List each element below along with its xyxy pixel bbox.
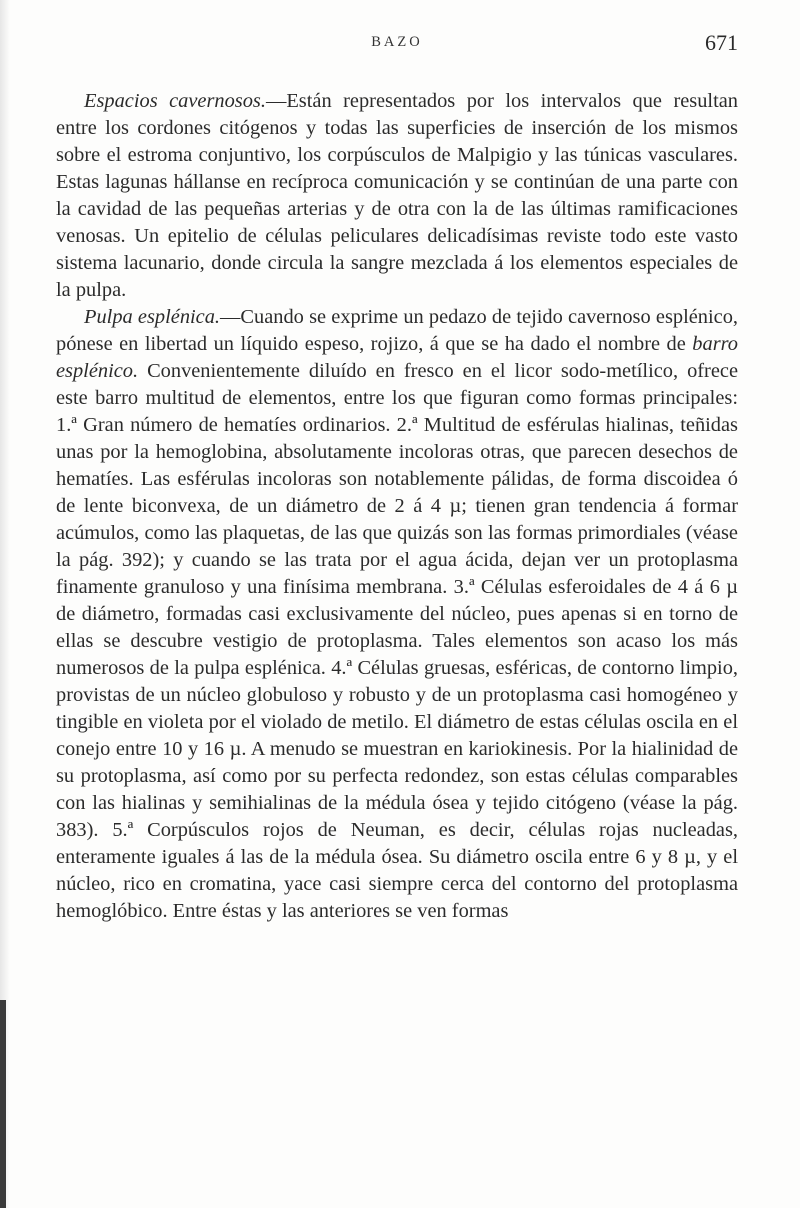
lead-term: Espacios cavernosos. (84, 90, 266, 112)
paragraph-text: —Están representados por los intervalos que resultan entre los cordones citógenos y todas las superficies de inserción de los mismos sobre el estroma conjuntivo, los corpúsculos de Malpigio y las túnicas vasculares. Estas lagunas hállanse en recíproca comunicación y se continúan de una parte con la cavidad de las pequeñas arterias y de otra con la de las últimas ramificaciones venosas. Un epitelio de células peliculares delicadísimas reviste todo este vasto sistema lacunario, donde circula la sangre mezclada á los elementos especiales de la pulpa. (56, 90, 739, 301)
running-header (56, 30, 738, 62)
paragraph-text: —Cuando se exprime un pedazo de tejido cavernoso esplénico, pónese en libertad un líquido espeso, rojizo, á que se ha dado el nombre de (56, 306, 738, 355)
binding-edge-mark (0, 1000, 6, 1208)
running-title: BAZO (371, 34, 423, 50)
paragraph-espacios-cavernosos (56, 88, 738, 304)
paragraph-text: Convenientemente diluído en fresco en el licor sodo-metílico, ofrece este barro multitud de elementos, entre los que figuran como formas principales: 1.ª Gran número de hematíes ordinarios. 2.ª Multitud de esférulas hialinas, teñidas unas por la hemoglobina, absolutamente incoloras otras, que parecen desechos de hematíes. Las esférulas incoloras son notablemente pálidas, de forma discoidea ó de lente biconvexa, de un diámetro de 2 á 4 µ; tienen gran tendencia á formar acúmulos, como las plaquetas, de las que quizás son las formas primordiales (véase la pág. 392); y cuando se las trata por el agua ácida, dejan ver un protoplasma finamente granuloso y una finísima membrana. 3.ª Células esferoidales de 4 á 6 µ de diámetro, formadas casi exclusivamente del núcleo, pues apenas si en torno de ellas se descubre vestigio de protoplasma. Tales elementos son acaso los más numerosos de la pulpa esplénica. 4.ª Células gruesas, esféricas, de contorno limpio, provistas de un núcleo globuloso y robusto y de un protoplasma casi homogéneo y tingible en violeta por el violado de metilo. El diámetro de estas células oscila en el conejo entre 10 y 16 µ. A menudo se muestran en kariokinesis. Por la hialinidad de su protoplasma, así como por su perfecta redondez, son estas células comparables con las hialinas y semihialinas de la médula ósea y tejido citógeno (véase la pág. 383). 5.ª Corpúsculos rojos de Neuman, es decir, células rojas nucleadas, enteramente iguales á las de la médula ósea. Su diámetro oscila entre 6 y 8 µ, y el núcleo, rico en cromatina, yace casi siempre cerca del contorno del protoplasma hemoglóbico. Entre éstas y las anteriores se ven formas (56, 360, 738, 922)
page-number: 671 (705, 30, 738, 55)
body-text (56, 88, 738, 925)
italic-term: barro esplénico. (56, 333, 738, 382)
paragraph-pulpa-esplenica (56, 304, 738, 925)
lead-term: Pulpa esplénica. (84, 306, 221, 328)
